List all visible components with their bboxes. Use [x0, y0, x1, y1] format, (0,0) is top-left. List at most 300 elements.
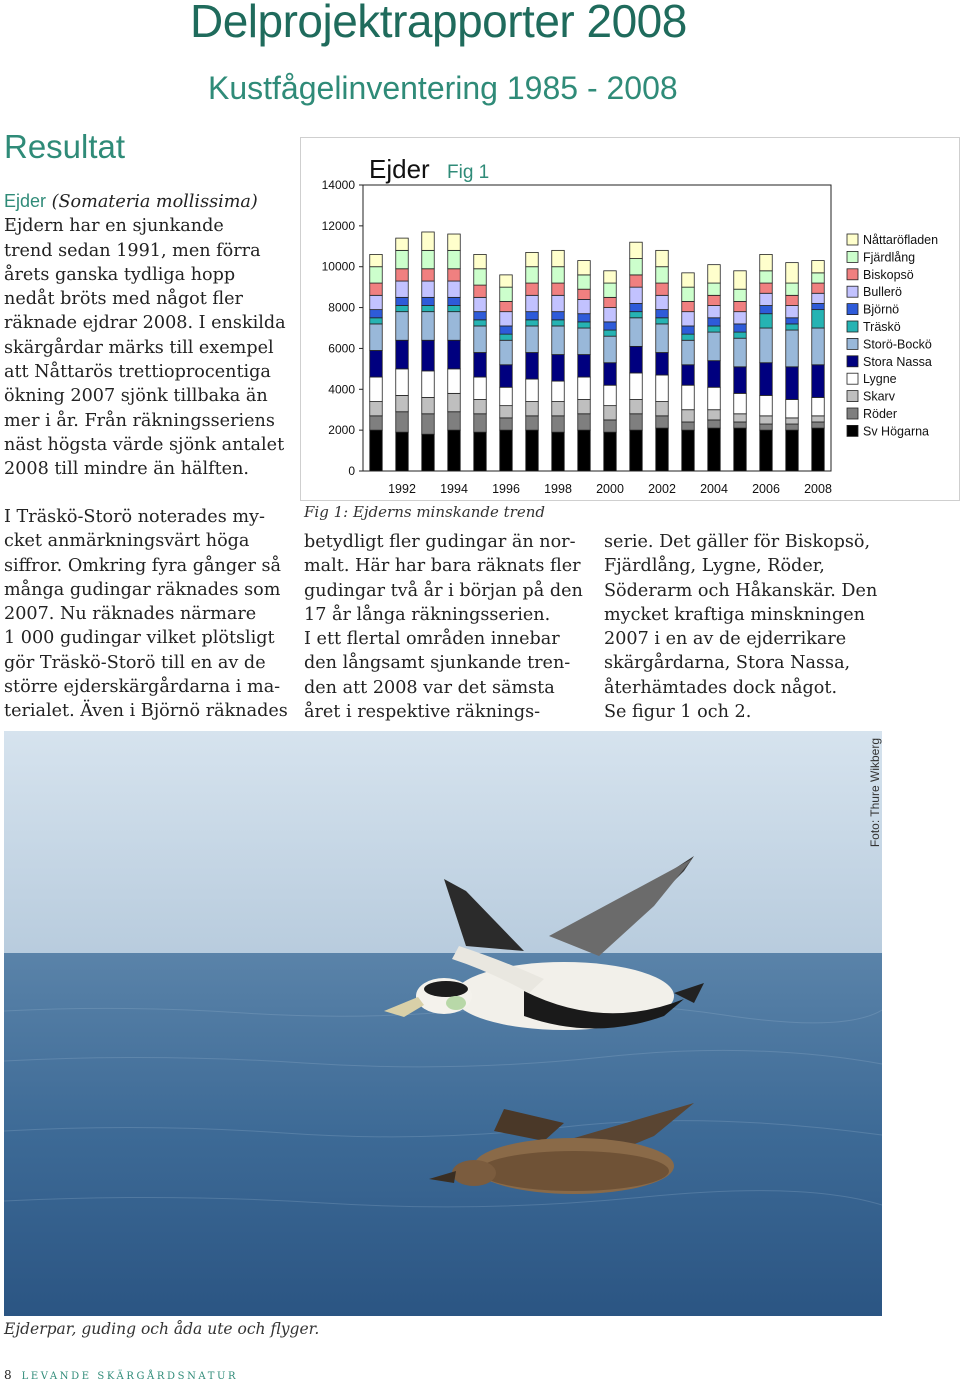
bar-segment — [552, 432, 564, 471]
bar-segment — [786, 318, 798, 324]
legend-label: Biskopsö — [863, 267, 914, 282]
eider-pair-photo — [4, 731, 882, 1316]
bar-segment — [630, 312, 642, 318]
legend-swatch — [847, 251, 858, 262]
bar-segment — [812, 365, 824, 398]
text-line: återhämtades dock något. — [604, 677, 838, 698]
bar-segment — [474, 353, 486, 378]
bar-segment — [812, 397, 824, 415]
bar-segment — [604, 271, 616, 283]
text-line: mer i år. Från räkningsseriens — [4, 410, 275, 431]
text-line: terialet. Även i Björnö räknades — [4, 701, 288, 722]
bar-segment — [708, 332, 720, 361]
bar-segment — [760, 254, 772, 270]
bar-segment — [630, 373, 642, 400]
bar-segment — [734, 289, 746, 301]
bar-segment — [682, 301, 694, 311]
bar-segment — [578, 400, 590, 414]
bar-segment — [552, 312, 564, 320]
legend-label: Stora Nassa — [863, 354, 932, 369]
bar-segment — [760, 363, 772, 396]
bar-segment — [526, 320, 538, 326]
bar-segment — [760, 395, 772, 415]
bar-segment — [630, 346, 642, 373]
bar-segment — [422, 414, 434, 434]
legend-swatch — [847, 338, 858, 349]
bar-segment — [630, 287, 642, 303]
species-label: Ejder — [4, 191, 47, 211]
bar-segment — [500, 275, 512, 287]
bar-segment — [552, 320, 564, 326]
bar-segment — [630, 259, 642, 275]
bar-segment — [396, 297, 408, 305]
bar-segment — [552, 416, 564, 432]
bar-segment — [682, 430, 694, 471]
bar-segment — [500, 365, 512, 387]
bar-segment — [474, 312, 486, 320]
bar-segment — [422, 340, 434, 371]
bar-segment — [500, 312, 512, 326]
photo-credit-text: Foto: Thure Wikberg — [868, 738, 882, 848]
bar-segment — [396, 306, 408, 312]
bar-segment — [708, 326, 720, 332]
bar-segment — [578, 289, 590, 299]
figure-caption: Fig 1: Ejderns minskande trend — [304, 503, 545, 521]
bar-segment — [422, 250, 434, 268]
bar-segment — [604, 322, 616, 330]
section-title: Resultat — [4, 128, 126, 165]
text-line: att Nåttarös trettioprocentiga — [4, 362, 271, 383]
bar-segment — [448, 269, 460, 281]
bar-segment — [422, 371, 434, 398]
bar-segment — [448, 393, 460, 411]
bar-segment — [786, 330, 798, 367]
bar-segment — [526, 295, 538, 311]
bar-segment — [734, 301, 746, 311]
bar-segment — [474, 377, 486, 399]
bar-segment — [786, 430, 798, 471]
bar-segment — [578, 275, 590, 289]
text-line: den långsamt sjunkande tren- — [304, 653, 571, 674]
x-tick-label: 1998 — [544, 482, 572, 496]
bar-segment — [812, 422, 824, 428]
text-line: näst högsta värde sjönk antalet — [4, 434, 285, 455]
text-line: många gudingar räknades som — [4, 579, 281, 600]
bar-segment — [526, 267, 538, 283]
bar-segment — [760, 271, 772, 283]
bar-segment — [630, 318, 642, 347]
bar-segment — [526, 402, 538, 416]
bar-segment — [604, 432, 616, 471]
species-latin: (Somateria mollissima) — [51, 192, 258, 212]
text-line: ökning 2007 sjönk tillbaka än — [4, 386, 268, 407]
text-line: Se figur 1 och 2. — [604, 702, 752, 723]
text-line: 2007. Nu räknades närmare — [4, 604, 257, 625]
text-line: större ejderskärgårdarna i ma- — [4, 677, 281, 698]
bar-segment — [656, 416, 668, 428]
bar-segment — [708, 361, 720, 388]
legend-label: Röder — [863, 407, 898, 421]
bar-segment — [812, 261, 824, 273]
bar-segment — [630, 414, 642, 430]
bar-segment — [734, 312, 746, 324]
bar-segment — [604, 308, 616, 322]
legend-label: Storö-Bockö — [863, 337, 932, 352]
bar-segment — [656, 402, 668, 416]
bar-segment — [422, 434, 434, 471]
text-line: året i respektive räknings- — [304, 702, 541, 723]
text-line: skärgårdarna, Stora Nassa, — [604, 653, 851, 674]
bar-segment — [370, 350, 382, 377]
bar-segment — [760, 416, 772, 424]
bar-segment — [370, 310, 382, 318]
bar-segment — [734, 428, 746, 471]
bar-segment — [578, 377, 590, 399]
bar-segment — [422, 306, 434, 312]
text-line: I ett flertal områden innebar — [304, 629, 560, 650]
bar-segment — [786, 306, 798, 318]
legend-swatch — [847, 321, 858, 332]
legend-swatch — [847, 286, 858, 297]
bar-segment — [500, 301, 512, 311]
bar-segment — [630, 400, 642, 414]
text-line: mycket kraftiga minskningen — [604, 604, 865, 625]
bar-segment — [734, 324, 746, 332]
bar-segment — [396, 238, 408, 250]
page-footer — [4, 1368, 238, 1382]
bar-segment — [578, 430, 590, 471]
bar-segment — [370, 267, 382, 283]
bar-segment — [422, 281, 434, 297]
photo-caption: Ejderpar, guding och åda ute och flyger. — [4, 1320, 320, 1338]
bar-segment — [708, 428, 720, 471]
chart-svg — [301, 138, 959, 500]
bar-segment — [656, 310, 668, 318]
text-line: 2007 i en av de ejderrikare — [604, 629, 847, 650]
bar-segment — [500, 334, 512, 340]
bar-segment — [370, 283, 382, 295]
bar-segment — [396, 395, 408, 411]
article-column-left-top — [4, 189, 294, 482]
bar-segment — [604, 330, 616, 336]
bar-segment — [786, 418, 798, 424]
text-line: årets ganska tydliga hopp — [4, 264, 236, 285]
bar-segment — [708, 295, 720, 305]
ejder-stacked-bar-chart — [300, 137, 960, 501]
bar-segment — [760, 314, 772, 328]
bar-segment — [630, 430, 642, 471]
bar-segment — [370, 254, 382, 266]
bar-segment — [812, 428, 824, 471]
bar-segment — [552, 355, 564, 382]
x-tick-label: 2000 — [596, 482, 624, 496]
bar-segment — [370, 402, 382, 416]
legend-label: Björnö — [863, 302, 900, 317]
bar-segment — [552, 402, 564, 416]
bar-segment — [396, 269, 408, 281]
y-tick-label: 10000 — [321, 259, 355, 274]
bar-segment — [760, 430, 772, 471]
legend-label: Sv Högarna — [863, 424, 930, 439]
text-line: skärgårdar märks till exempel — [4, 337, 274, 358]
bar-segment — [656, 353, 668, 375]
bar-segment — [396, 250, 408, 268]
bar-segment — [474, 414, 486, 432]
bar-segment — [448, 430, 460, 471]
bar-segment — [474, 297, 486, 311]
bar-segment — [786, 324, 798, 330]
text-line: malt. Här har bara räknats fler — [304, 556, 581, 577]
x-tick-label: 2008 — [804, 482, 832, 496]
text-line: 1 000 gudingar vilket plötsligt — [4, 628, 275, 649]
bar-segment — [656, 295, 668, 309]
bar-segment — [422, 312, 434, 341]
species-heading — [4, 189, 294, 214]
legend-swatch — [847, 425, 858, 436]
bar-segment — [682, 326, 694, 334]
bar-segment — [604, 385, 616, 405]
text-line: gör Träskö-Storö till en av de — [4, 652, 266, 673]
bar-segment — [656, 250, 668, 266]
bar-segment — [578, 314, 590, 322]
bar-segment — [526, 379, 538, 401]
bar-segment — [656, 318, 668, 324]
page-number: 8 — [4, 1368, 12, 1382]
bar-segment — [656, 428, 668, 471]
bar-segment — [708, 318, 720, 326]
bar-segment — [708, 410, 720, 420]
bar-segment — [474, 432, 486, 471]
bar-segment — [656, 375, 668, 402]
bar-segment — [526, 353, 538, 380]
text-line: 2008 till mindre än hälften. — [4, 459, 250, 480]
bar-segment — [370, 430, 382, 471]
bar-segment — [396, 432, 408, 471]
bar-segment — [682, 385, 694, 410]
text-line: betydligt fler gudingar än nor- — [304, 532, 576, 552]
bar-segment — [656, 267, 668, 283]
article-column-right — [604, 530, 894, 724]
legend-label: Bullerö — [863, 285, 902, 300]
bar-segment — [552, 267, 564, 283]
y-tick-label: 6000 — [328, 341, 355, 356]
bar-segment — [474, 400, 486, 414]
bar-segment — [578, 299, 590, 313]
bar-segment — [734, 414, 746, 422]
bar-segment — [500, 406, 512, 418]
legend-swatch — [847, 269, 858, 280]
bar-segment — [578, 414, 590, 430]
paragraph-2 — [4, 505, 294, 724]
legend-label: Skarv — [863, 389, 895, 404]
bar-segment — [708, 420, 720, 428]
bar-segment — [474, 285, 486, 297]
bar-segment — [708, 387, 720, 409]
x-tick-label: 1992 — [388, 482, 416, 496]
text-line: nedåt bröts med något fler — [4, 289, 243, 310]
legend-label: Lygne — [863, 372, 897, 387]
legend-label: Träskö — [863, 320, 901, 334]
bar-segment — [526, 326, 538, 353]
bar-segment — [734, 393, 746, 413]
bar-segment — [448, 312, 460, 341]
bar-segment — [604, 406, 616, 420]
bar-segment — [682, 287, 694, 301]
bar-segment — [370, 318, 382, 324]
y-tick-label: 4000 — [328, 382, 355, 397]
legend-swatch — [847, 408, 858, 419]
bar-segment — [630, 303, 642, 311]
text-line: Ejdern har en sjunkande — [4, 216, 224, 237]
report-title: Delprojektrapporter 2008 — [190, 0, 687, 47]
x-tick-label: 2006 — [752, 482, 780, 496]
bar-segment — [474, 326, 486, 353]
bar-segment — [396, 369, 408, 396]
bar-segment — [448, 340, 460, 369]
text-line: cket anmärkningsvärt höga — [4, 531, 250, 552]
bar-segment — [448, 412, 460, 430]
paragraph-1 — [4, 214, 294, 481]
chart-subtitle: Fig 1 — [447, 162, 490, 183]
bar-segment — [812, 293, 824, 303]
bar-segment — [812, 328, 824, 365]
bar-segment — [370, 416, 382, 430]
bar-segment — [578, 328, 590, 355]
bar-segment — [552, 381, 564, 401]
bar-segment — [422, 232, 434, 250]
text-line: trend sedan 1991, men förra — [4, 240, 261, 261]
bar-segment — [604, 363, 616, 385]
bar-segment — [500, 430, 512, 471]
bar-segment — [474, 254, 486, 268]
x-tick-label: 2002 — [648, 482, 676, 496]
y-tick-label: 8000 — [328, 300, 355, 315]
bar-segment — [578, 261, 590, 275]
bar-segment — [630, 275, 642, 287]
bar-segment — [682, 422, 694, 430]
y-tick-label: 0 — [348, 464, 355, 478]
bar-segment — [552, 295, 564, 311]
bar-segment — [760, 328, 772, 363]
bar-segment — [396, 312, 408, 341]
bar-segment — [552, 250, 564, 266]
bar-segment — [422, 269, 434, 281]
bar-segment — [734, 367, 746, 394]
bar-segment — [630, 242, 642, 258]
text-line: Fjärdlång, Lygne, Röder, — [604, 556, 825, 577]
bar-segment — [448, 281, 460, 297]
legend-label: Fjärdlång — [863, 250, 916, 265]
bar-segment — [786, 295, 798, 305]
legend-swatch — [847, 373, 858, 384]
bar-segment — [682, 365, 694, 385]
bar-segment — [734, 338, 746, 367]
bar-segment — [552, 326, 564, 355]
bar-segment — [526, 430, 538, 471]
bar-segment — [500, 326, 512, 334]
bar-segment — [500, 418, 512, 430]
text-line: Söderarm och Håkanskär. Den — [604, 580, 878, 601]
bar-segment — [604, 283, 616, 297]
text-line: serie. Det gäller för Biskopsö, — [604, 532, 871, 552]
bar-segment — [448, 369, 460, 394]
legend-swatch — [847, 304, 858, 315]
bar-segment — [708, 306, 720, 318]
x-tick-label: 1994 — [440, 482, 468, 496]
bar-segment — [370, 295, 382, 309]
legend-swatch — [847, 391, 858, 402]
x-tick-label: 1996 — [492, 482, 520, 496]
bar-segment — [526, 416, 538, 430]
text-line: gudingar två år i början på den — [304, 580, 583, 601]
y-tick-label: 12000 — [321, 218, 355, 233]
bar-segment — [656, 324, 668, 353]
photo-illustration — [4, 731, 882, 1316]
bar-segment — [604, 297, 616, 307]
bar-segment — [422, 297, 434, 305]
bar-segment — [604, 420, 616, 432]
bar-segment — [396, 340, 408, 369]
bar-segment — [760, 424, 772, 430]
bar-segment — [500, 387, 512, 405]
article-column-middle — [304, 530, 594, 724]
bar-segment — [526, 312, 538, 320]
bar-segment — [734, 332, 746, 338]
bar-segment — [448, 250, 460, 268]
bar-segment — [708, 265, 720, 283]
bar-segment — [786, 283, 798, 295]
bar-segment — [656, 283, 668, 295]
text-line: I Träskö-Storö noterades my- — [4, 507, 265, 527]
bar-segment — [760, 293, 772, 305]
bar-segment — [448, 306, 460, 312]
bar-segment — [734, 271, 746, 289]
bar-segment — [578, 355, 590, 377]
bar-segment — [734, 422, 746, 428]
bar-segment — [812, 416, 824, 422]
bar-segment — [396, 281, 408, 297]
bar-segment — [552, 283, 564, 295]
bar-segment — [526, 252, 538, 266]
bar-segment — [786, 367, 798, 400]
bar-segment — [812, 283, 824, 293]
bar-segment — [682, 340, 694, 365]
photo-credit — [868, 738, 912, 858]
bar-segment — [604, 336, 616, 363]
bar-segment — [396, 412, 408, 432]
chart-title: Ejder — [369, 154, 430, 184]
text-line: siffror. Omkring fyra gånger så — [4, 555, 282, 576]
text-line: räknade ejdrar 2008. I enskilda — [4, 313, 286, 334]
bar-segment — [682, 312, 694, 326]
bar-segment — [786, 400, 798, 418]
bar-segment — [760, 306, 772, 314]
bar-segment — [812, 303, 824, 309]
report-subtitle: Kustfågelinventering 1985 - 2008 — [208, 70, 678, 106]
legend-label: Nåttaröfladen — [863, 233, 939, 247]
bar-segment — [448, 234, 460, 250]
legend-swatch — [847, 234, 858, 245]
x-tick-label: 2004 — [700, 482, 728, 496]
y-tick-label: 14000 — [321, 178, 355, 192]
bar-segment — [370, 377, 382, 402]
text-line: den att 2008 var det sämsta — [304, 677, 555, 698]
publication-name: LEVANDE SKÄRGÅRDSNATUR — [21, 1371, 239, 1382]
bar-segment — [474, 320, 486, 326]
y-tick-label: 2000 — [328, 423, 355, 438]
bar-segment — [578, 322, 590, 328]
bar-segment — [526, 283, 538, 295]
